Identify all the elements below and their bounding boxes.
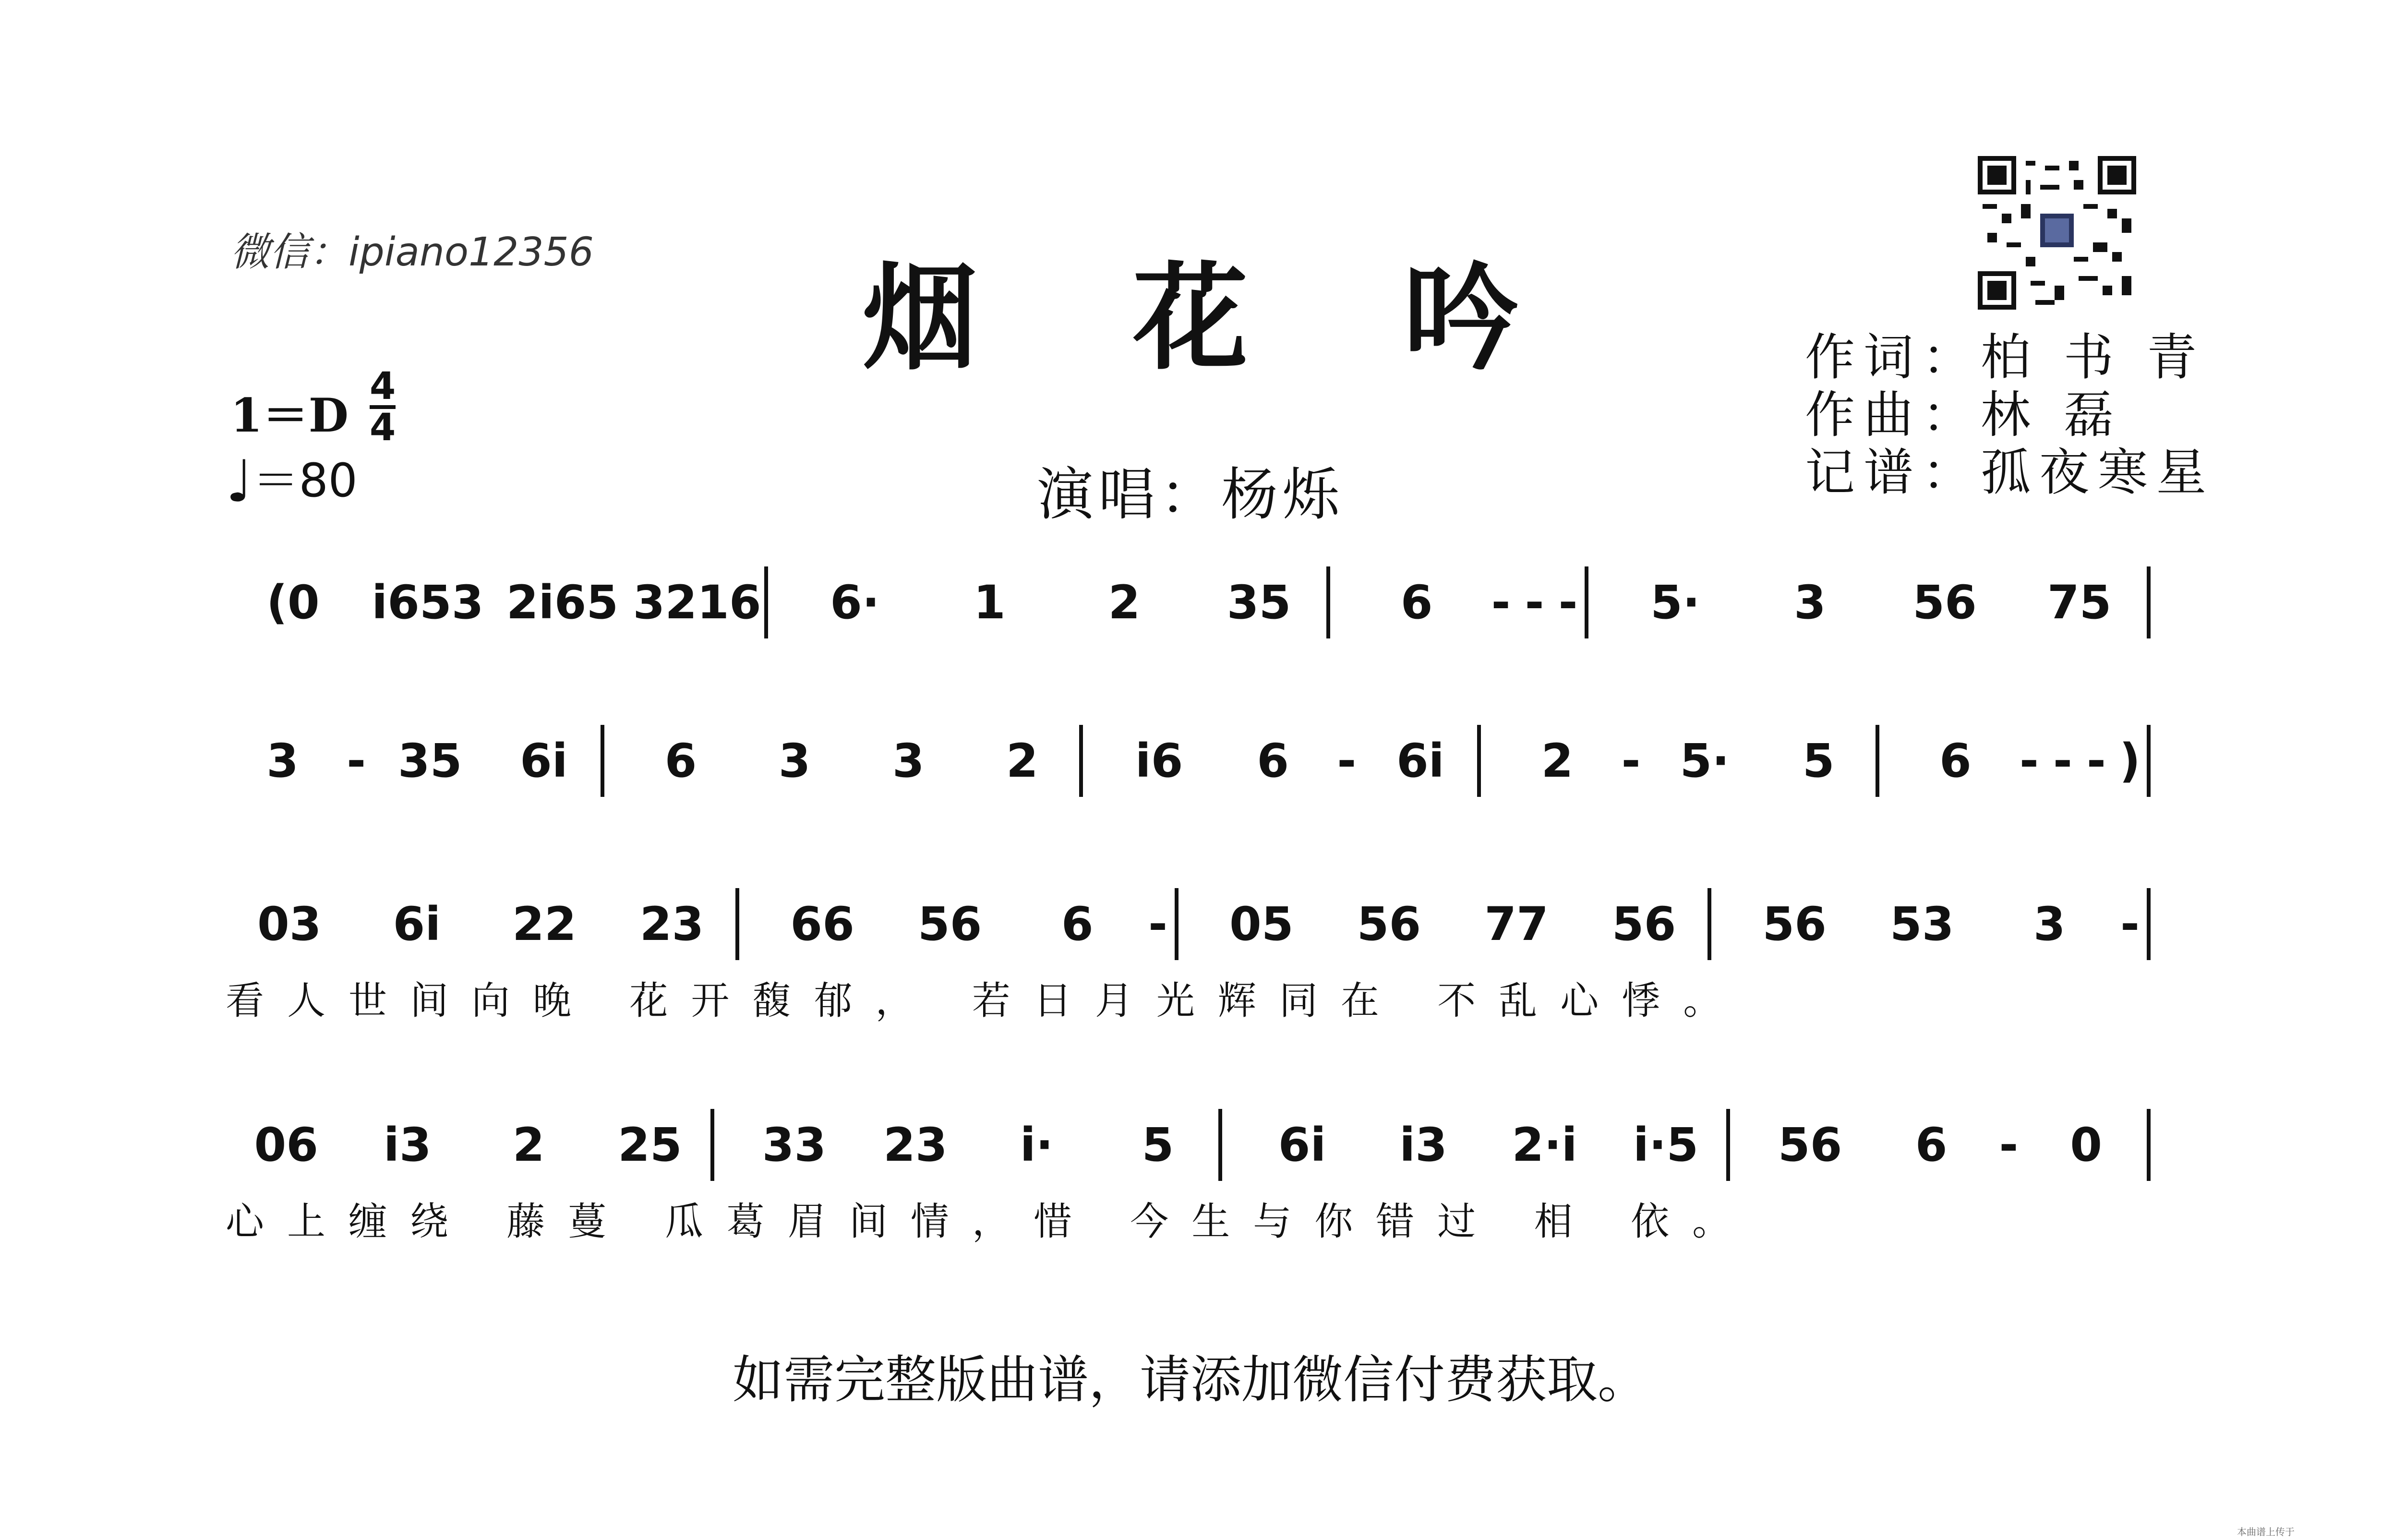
barline xyxy=(1326,566,1349,638)
note-group: 6 xyxy=(1939,734,1972,788)
note-group: 3 xyxy=(778,734,811,788)
time-signature xyxy=(370,365,396,449)
note-group: - xyxy=(1558,576,1578,629)
note-group: 5· xyxy=(1650,576,1700,629)
lyricist-credit: 作词：柏 书 青 xyxy=(1805,328,2206,386)
note-group: 1 xyxy=(973,576,1006,629)
purchase-notice: 如需完整版曲谱，请添加微信付费获取。 xyxy=(733,1350,1648,1409)
note-group: (0 xyxy=(266,576,320,629)
note-group: 56 xyxy=(1778,1118,1842,1172)
barline xyxy=(1218,1109,1241,1181)
note-group: - xyxy=(2120,897,2140,951)
staff-line-1 xyxy=(226,566,2170,691)
note-group: 6i xyxy=(520,734,568,788)
quarter-note-icon: ♩ xyxy=(226,448,253,515)
barline xyxy=(1079,725,1102,797)
wechat-id: 微信：ipiano12356 xyxy=(230,229,594,275)
note-group: 6 xyxy=(1915,1118,1948,1172)
note-group: - xyxy=(1999,1118,2019,1172)
composer-credit: 作曲：林 磊 xyxy=(1805,385,2123,444)
note-group: i3 xyxy=(1399,1118,1447,1172)
staff-line-3 xyxy=(226,888,2170,1023)
barline xyxy=(1876,725,1899,797)
note-group: 3 xyxy=(892,734,925,788)
note-group: 06 xyxy=(254,1118,319,1172)
note-group: 5 xyxy=(1142,1118,1174,1172)
barline xyxy=(2147,888,2170,960)
note-group: 2 xyxy=(1006,734,1038,788)
note-group: - xyxy=(2087,734,2106,788)
time-signature-top: 4 xyxy=(370,365,396,408)
note-group: 3 xyxy=(2033,897,2066,951)
barline xyxy=(1175,888,1198,960)
note-group: 6 xyxy=(1061,897,1094,951)
barline xyxy=(2147,725,2170,797)
note-group: 33 xyxy=(762,1118,827,1172)
note-group: 35 xyxy=(1227,576,1291,629)
note-group: 56 xyxy=(1762,897,1827,951)
barline xyxy=(1477,725,1500,797)
staff-lyrics: 看人世间向晚 花开馥郁， 若日月光辉同在 不乱心悸。 xyxy=(226,978,1745,1023)
note-group: - xyxy=(1621,734,1641,788)
note-group: ) xyxy=(2119,734,2140,788)
note-group: 6 xyxy=(664,734,697,788)
barline xyxy=(710,1109,734,1181)
notator-credit: 记谱：孤夜寒星 xyxy=(1805,443,2215,502)
note-group: 2i65 xyxy=(506,576,619,629)
note-group: 6· xyxy=(830,576,880,629)
note-group: 5· xyxy=(1680,734,1730,788)
note-group: - xyxy=(1337,734,1357,788)
staff-notes xyxy=(226,566,2170,638)
note-group: - xyxy=(1148,897,1167,951)
note-group: - xyxy=(347,734,366,788)
note-group: - xyxy=(1525,576,1544,629)
note-group: 77 xyxy=(1484,897,1549,951)
note-group: 3 xyxy=(266,734,299,788)
note-group: i653 xyxy=(372,576,484,629)
note-group: - xyxy=(2053,734,2072,788)
note-group: 3216 xyxy=(633,576,761,629)
note-group: 23 xyxy=(883,1118,948,1172)
key-signature: 1＝D xyxy=(230,388,349,443)
note-group: i·5 xyxy=(1633,1118,1699,1172)
note-group: 2 xyxy=(512,1118,545,1172)
note-group: 66 xyxy=(790,897,854,951)
note-group: 25 xyxy=(618,1118,682,1172)
staff-line-2 xyxy=(226,725,2170,850)
staff-lyrics: 心上缠绕 藤蔓 瓜葛眉间情，惜 今生与你错过 相 依。 xyxy=(226,1199,1754,1244)
note-group: 53 xyxy=(1889,897,1954,951)
note-group: i6 xyxy=(1135,734,1183,788)
site-watermark: 本曲谱上传于 xyxy=(2237,1526,2295,1538)
note-group: 6i xyxy=(393,897,441,951)
note-group: 05 xyxy=(1229,897,1294,951)
note-group: 56 xyxy=(1611,897,1676,951)
staff-notes xyxy=(226,725,2170,797)
time-signature-bottom: 4 xyxy=(370,406,396,449)
note-group: 2·i xyxy=(1512,1118,1577,1172)
qr-code xyxy=(1978,156,2136,310)
note-group: 6i xyxy=(1396,734,1444,788)
note-group: 6 xyxy=(1400,576,1433,629)
note-group: - xyxy=(2020,734,2039,788)
barline xyxy=(735,888,758,960)
note-group: 22 xyxy=(512,897,577,951)
note-group: 6 xyxy=(1257,734,1289,788)
barline xyxy=(601,725,624,797)
barline xyxy=(764,566,787,638)
note-group: 75 xyxy=(2047,576,2112,629)
singer-credit: 演唱：杨烁 xyxy=(1036,461,1344,528)
note-group: 23 xyxy=(639,897,704,951)
note-group: 56 xyxy=(1912,576,1977,629)
staff-notes xyxy=(226,1109,2170,1181)
note-group: 2 xyxy=(1541,734,1574,788)
song-title: 烟 花 吟 xyxy=(862,251,1576,385)
barline xyxy=(1708,888,1731,960)
note-group: 5 xyxy=(1802,734,1835,788)
note-group: 03 xyxy=(257,897,322,951)
barline xyxy=(1726,1109,1749,1181)
note-group: i3 xyxy=(383,1118,432,1172)
note-group: 3 xyxy=(1794,576,1826,629)
staff-line-4 xyxy=(226,1109,2170,1244)
note-group: 6i xyxy=(1278,1118,1326,1172)
barline xyxy=(2147,1109,2170,1181)
note-group: 56 xyxy=(1357,897,1421,951)
note-group: 56 xyxy=(917,897,982,951)
tempo-value: ＝80 xyxy=(253,454,358,507)
staff-notes xyxy=(226,888,2170,960)
barline xyxy=(2147,566,2170,638)
note-group: i· xyxy=(1020,1118,1054,1172)
note-group: 35 xyxy=(397,734,462,788)
note-group: 2 xyxy=(1108,576,1141,629)
barline xyxy=(1585,566,1608,638)
note-group: 0 xyxy=(2070,1118,2103,1172)
note-group: - xyxy=(1491,576,1511,629)
